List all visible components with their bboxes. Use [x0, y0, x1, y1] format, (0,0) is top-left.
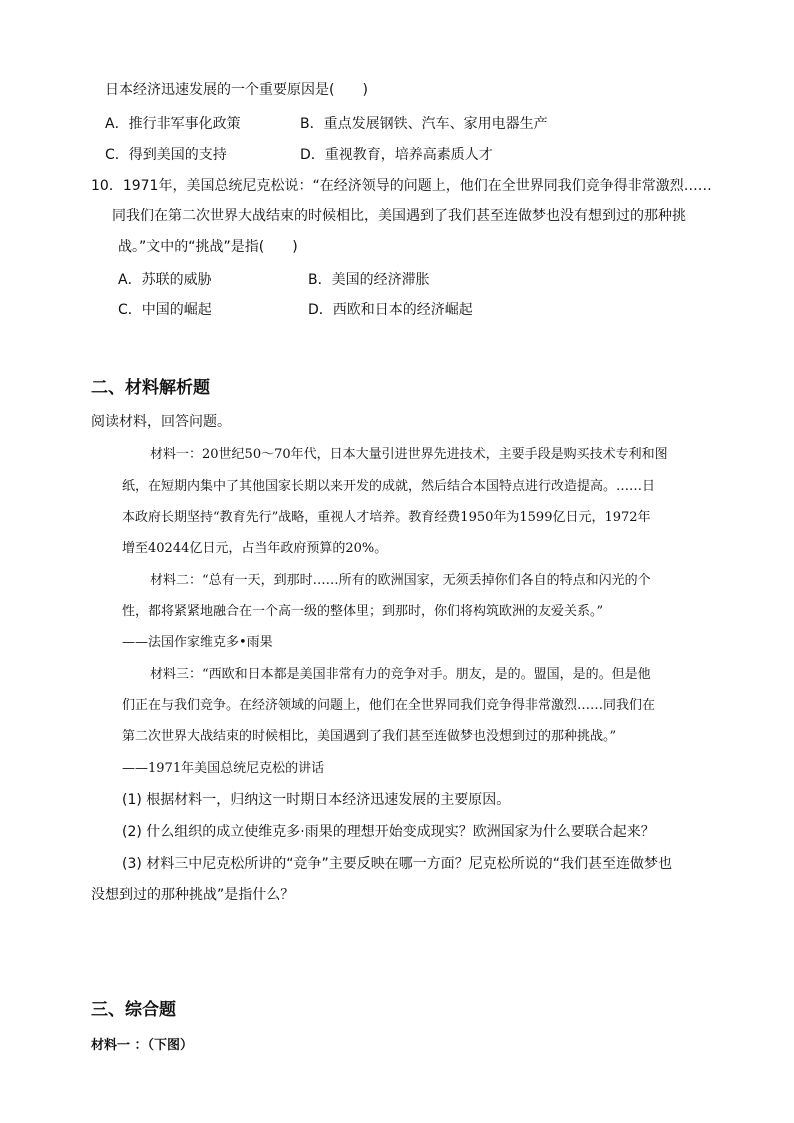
- q10-line3: 战。”文中的“挑战”是指( ): [118, 239, 298, 255]
- material1-line2: 纸，在短期内集中了其他国家长期以来开发的成就，然后结合本国特点进行改造提高。……日: [122, 479, 656, 494]
- material1-line4: 增至40244亿日元，占当年政府预算的20%。: [122, 541, 388, 556]
- section3-heading: 三、综合题: [91, 1000, 176, 1020]
- question-2: (2) 什么组织的成立使维克多·雨果的理想开始变成现实？欧洲国家为什么要联合起来？: [122, 824, 655, 840]
- q9-option-a: A．推行非军事化政策: [105, 116, 241, 132]
- q10-option-a: A．苏联的威胁: [118, 272, 212, 288]
- q9-stem: 日本经济迅速发展的一个重要原因是( ): [105, 82, 368, 98]
- material2-line1: 材料二：“总有一天，到那时……所有的欧洲国家，无须丢掉你们各自的特点和闪光的个: [150, 573, 651, 588]
- question-3-line2: 没想到过的那种挑战”是指什么？: [91, 887, 295, 903]
- q10-line2: 同我们在第二次世界大战结束的时候相比，美国遇到了我们甚至连做梦也没有想到过的那种挑: [112, 208, 686, 224]
- q10-option-c: C．中国的崛起: [118, 302, 212, 318]
- material1-line3: 本政府长期坚持“教育先行”战略，重视人才培养。教育经费1950年为1599亿日元，1972年: [122, 510, 651, 525]
- material2-line2: 性，都将紧紧地融合在一个高一级的整体里；到那时，你们将构筑欧洲的友爱关系。”: [122, 604, 604, 619]
- q9-option-c: C．得到美国的支持: [105, 147, 227, 163]
- material3-source: ——1971年美国总统尼克松的讲话: [122, 761, 325, 776]
- section2-heading: 二、材料解析题: [91, 378, 210, 398]
- material3-line3: 第二次世界大战结束的时候相比，美国遇到了我们甚至连做梦也没想到过的那种挑战。”: [122, 729, 617, 744]
- q10-option-d: D．西欧和日本的经济崛起: [308, 302, 473, 318]
- section2-intro: 阅读材料，回答问题。: [91, 414, 231, 430]
- q10-line1: 10．1971年，美国总统尼克松说：“在经济领导的问题上，他们在全世界同我们竞争得非常激烈……: [91, 178, 712, 194]
- q9-option-d: D．重视教育，培养高素质人才: [300, 147, 493, 163]
- q9-option-b: B．重点发展钢铁、汽车、家用电器生产: [300, 116, 548, 132]
- material1-line1: 材料一：20世纪50～70年代，日本大量引进世界先进技术，主要手段是购买技术专利和图: [150, 447, 668, 462]
- material3-line2: 们正在与我们竞争。在经济领域的问题上，他们在全世界同我们竞争得非常激烈……同我们在: [122, 698, 656, 713]
- question-3-line1: (3) 材料三中尼克松所讲的“竞争”主要反映在哪一方面？尼克松所说的“我们甚至连做梦也: [122, 856, 673, 872]
- q10-option-b: B．美国的经济滞胀: [308, 272, 430, 288]
- material3-line1: 材料三：“西欧和日本都是美国非常有力的竞争对手。朋友，是的。盟国，是的。但是他: [150, 667, 651, 682]
- question-1: (1) 根据材料一，归纳这一时期日本经济迅速发展的主要原因。: [122, 792, 511, 808]
- material2-source: ——法国作家维克多•雨果: [122, 635, 273, 650]
- section3-material1: 材料一 ：（下图）: [91, 1038, 194, 1053]
